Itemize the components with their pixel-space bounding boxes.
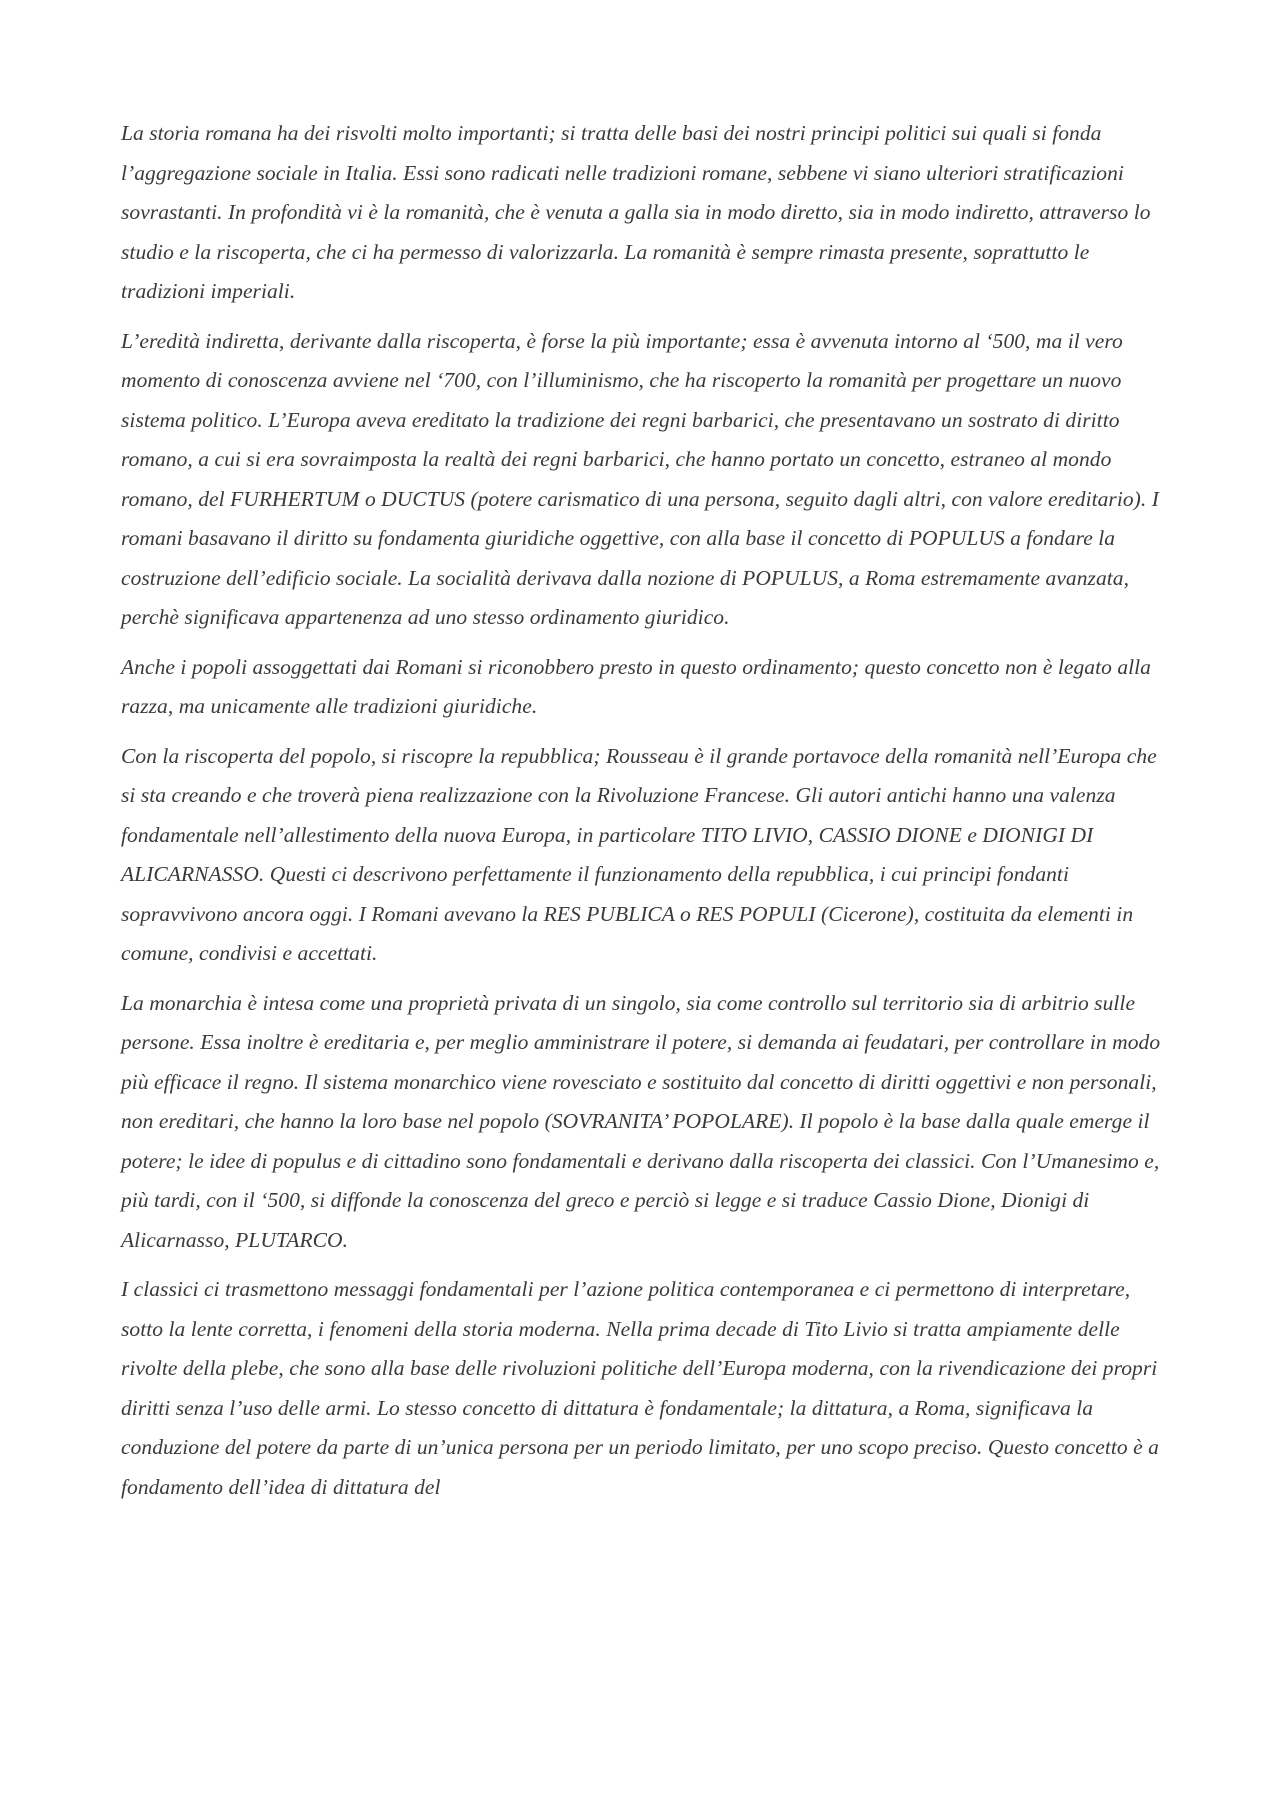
paragraph-3: Anche i popoli assoggettati dai Romani si riconobbero presto in questo ordinamento; questo concetto non è legato alla razza, ma unicamente alle tradizioni giuridiche. [121,654,1151,718]
paragraph-5: La monarchia è intesa come una proprietà privata di un singolo, sia come controllo sul territorio sia di arbitrio sulle persone. Essa inoltre è ereditaria e, per meglio amministrare il potere, si demanda ai feudatari, per controllare in modo più efficace il regno. Il sistema monarchico viene rovesciato e sostituito dal concetto di diritti oggettivi e non personali, non ereditari, che hanno la loro base nel popolo (SOVRANITA’ POPOLARE). Il popolo è la base dalla quale emerge il potere; le idee di populus e di cittadino sono fondamentali e derivano dalla riscoperta dei classici. Con l’Umanesimo e, più tardi, con il ‘500, si diffonde la conoscenza del greco e perciò si legge e si traduce Cassio Dione, Dionigi di Alicarnasso, PLUTARCO. [121,990,1161,1252]
paragraph-1: La storia romana ha dei risvolti molto importanti; si tratta delle basi dei nostri principi politici sui quali si fonda l’aggregazione sociale in Italia. Essi sono radicati nelle tradizioni romane, sebbene vi siano ulteriori stratificazioni sovrastanti. In profondità vi è la romanità, che è venuta a galla sia in modo diretto, sia in modo indiretto, attraverso lo studio e la riscoperta, che ci ha permesso di valorizzarla. La romanità è sempre rimasta presente, soprattutto le tradizioni imperiali. [121,121,1151,303]
document-body [121,114,1169,1517]
paragraph-4: Con la riscoperta del popolo, si riscopre la repubblica; Rousseau è il grande portavoce della romanità nell’Europa che si sta creando e che troverà piena realizzazione con la Rivoluzione Francese. Gli autori antichi hanno una valenza fondamentale nell’allestimento della nuova Europa, in particolare TITO LIVIO, CASSIO DIONE e DIONIGI DI ALICARNASSO. Questi ci descrivono perfettamente il funzionamento della repubblica, i cui principi fondanti sopravvivono ancora oggi. I Romani avevano la RES PUBLICA o RES POPULI (Cicerone), costituita da elementi in comune, condivisi e accettati. [121,743,1157,965]
paragraph-6: I classici ci trasmettono messaggi fondamentali per l’azione politica contemporanea e ci permettono di interpretare, sotto la lente corretta, i fenomeni della storia moderna. Nella prima decade di Tito Livio si tratta ampiamente delle rivolte della plebe, che sono alla base delle rivoluzioni politiche dell’Europa moderna, con la rivendicazione dei propri diritti senza l’uso delle armi. Lo stesso concetto di dittatura è fondamentale; la dittatura, a Roma, significava la conduzione del potere da parte di un’unica persona per un periodo limitato, per uno scopo preciso. Questo concetto è a fondamento dell’idea di dittatura del [121,1277,1159,1499]
paragraph-2: L’eredità indiretta, derivante dalla riscoperta, è forse la più importante; essa è avvenuta intorno al ‘500, ma il vero momento di conoscenza avviene nel ‘700, con l’illuminismo, che ha riscoperto la romanità per progettare un nuovo sistema politico. L’Europa aveva ereditato la tradizione dei regni barbarici, che presentavano un sostrato di diritto romano, a cui si era sovraimposta la realtà dei regni barbarici, che hanno portato un concetto, estraneo al mondo romano, del FURHERTUM o DUCTUS (potere carismatico di una persona, seguito dagli altri, con valore ereditario). I romani basavano il diritto su fondamenta giuridiche oggettive, con alla base il concetto di POPULUS a fondare la costruzione dell’edificio sociale. La socialità derivava dalla nozione di POPULUS, a Roma estremamente avanzata, perchè significava appartenenza ad uno stesso ordinamento giuridico. [121,328,1159,629]
